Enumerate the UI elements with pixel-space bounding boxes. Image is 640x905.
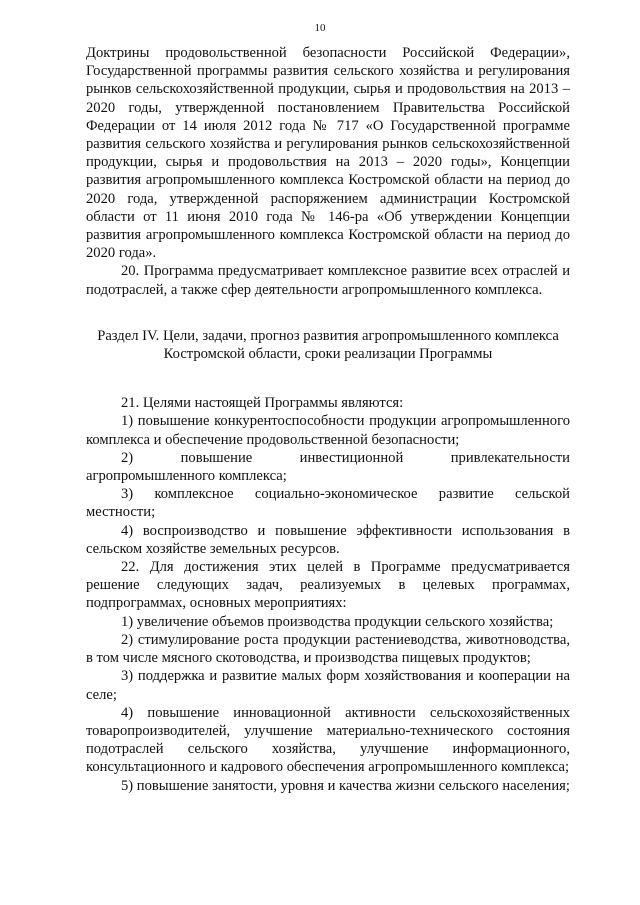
paragraph-continuation: Доктрины продовольственной безопасности Российской Федерации», Государственной программы развития сельского хозяйства и регулирования рынков сельскохозяйственной продукции, сырья и продовольствия на 2013 – 2020 годы, утвержденной постановлением Правительства Российской Федерации от 14 июля 2012 года № 717 «О Государственной программе развития сельского хозяйства и регулирования рынков сельскохозяйственной продукции, сырья и продовольствия на 2013 – 2020 годы», Концепции развития агропромышленного комплекса Костромской области на период до 2020 года, утвержденной распоряжением администрации Костромской области от 11 июня 2010 года № 146-ра «Об утверждении Концепции развития агропромышленного комплекса Костромской области на период до 2020 года». <box>86 45 570 262</box>
list-item-22-5: 5) повышение занятости, уровня и качества жизни сельского населения; <box>121 777 570 794</box>
list-item-22-3: 3) поддержка и развитие малых форм хозяйствования и кооперации на селе; <box>86 668 570 703</box>
list-item-22-1: 1) увеличение объемов производства продукции сельского хозяйства; <box>121 613 554 630</box>
document-body <box>86 44 570 795</box>
list-item-21-1: 1) повышение конкурентоспособности продукции агропромышленного комплекса и обеспечение продовольственной безопасности; <box>86 413 570 448</box>
list-item-22-4: 4) повышение инновационной активности сельскохозяйственных товаропроизводителей, улучшение материально-технического состояния подотраслей сельского хозяйства, улучшение информационного, консультационного и кадрового обеспечения агропромышленного комплекса; <box>86 704 570 776</box>
list-item-21-4: 4) воспроизводство и повышение эффективности использования в сельском хозяйстве земельных ресурсов. <box>86 522 570 557</box>
paragraph-20: 20. Программа предусматривает комплексное развитие всех отраслей и подотраслей, а также сфер деятельности агропромышленного комплекса. <box>86 263 570 298</box>
list-item-22-2: 2) стимулирование роста продукции растениеводства, животноводства, в том числе мясного скотоводства, и производства пищевых продуктов; <box>86 631 570 667</box>
page-number: 10 <box>314 22 326 34</box>
paragraph-21: 21. Целями настоящей Программы являются: <box>121 395 404 412</box>
list-item-21-3: 3) комплексное социально-экономическое развитие сельской местности; <box>86 486 570 521</box>
section-heading: Раздел IV. Цели, задачи, прогноз развития агропромышленного комплекса Костромской области, сроки реализации Программы <box>97 327 559 363</box>
paragraph-22: 22. Для достижения этих целей в Программе предусматривается решение следующих задач, реализуемых в целевых программах, подпрограммах, основных мероприятиях: <box>86 559 570 612</box>
list-item-21-2: 2) повышение инвестиционной привлекательности агропромышленного комплекса; <box>86 449 570 485</box>
